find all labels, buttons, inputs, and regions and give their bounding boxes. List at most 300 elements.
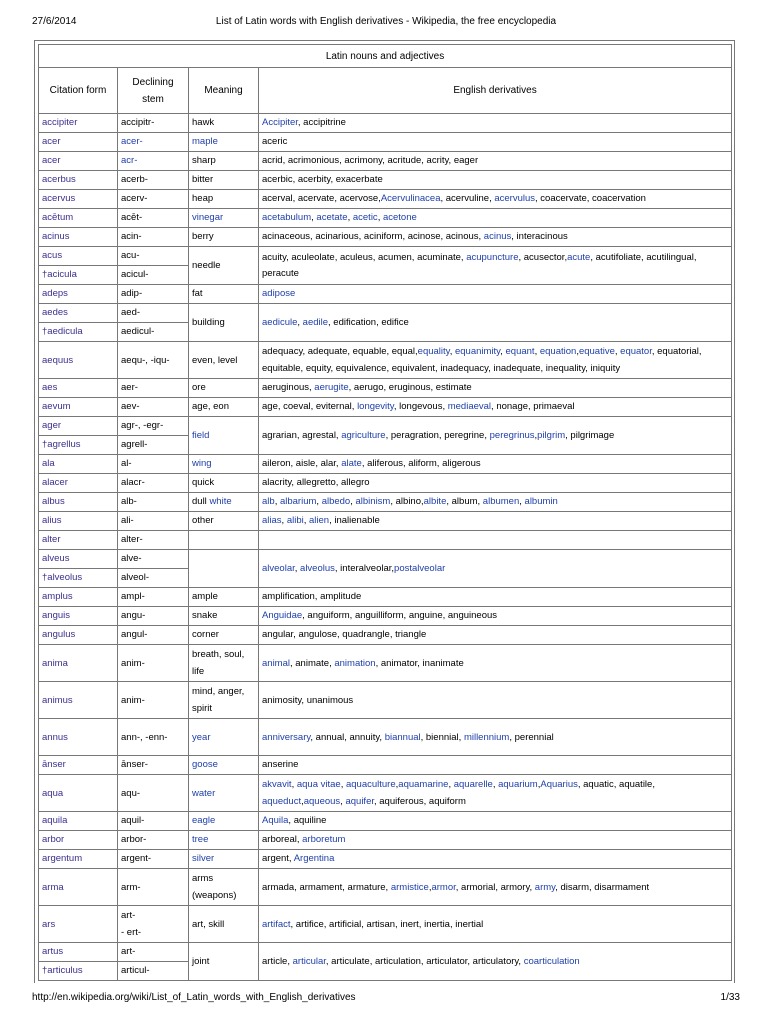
- derivative-text: needle: [192, 259, 221, 271]
- derivative-text: , accipitrine: [297, 117, 346, 128]
- derivative-link[interactable]: aqueduct: [262, 796, 302, 807]
- derivative-link[interactable]: equant: [505, 346, 535, 357]
- declining-stem: al-: [118, 455, 189, 474]
- derivative-link[interactable]: acetone: [382, 212, 417, 223]
- derivative-text: , perennial: [509, 731, 554, 743]
- derivative-link[interactable]: alb: [262, 496, 275, 507]
- table-row: [39, 906, 732, 943]
- meaning-cell: [189, 626, 259, 645]
- derivatives-cell: [259, 455, 732, 474]
- derivative-link[interactable]: armistice: [390, 881, 429, 893]
- derivative-link[interactable]: aedicule: [262, 316, 298, 328]
- citation-form[interactable]: alveus: [39, 550, 118, 569]
- derivative-text: aceric: [262, 136, 288, 147]
- derivative-link[interactable]: field: [192, 429, 210, 441]
- citation-form[interactable]: †acicula: [39, 266, 118, 285]
- derivative-link[interactable]: peregrinus: [489, 429, 535, 441]
- derivative-link[interactable]: equality: [417, 346, 450, 357]
- derivative-link[interactable]: pilgrim: [537, 429, 566, 441]
- derivative-link[interactable]: acupuncture: [466, 251, 519, 263]
- meaning-cell: [189, 682, 259, 719]
- derivative-link[interactable]: postalveolar: [394, 562, 446, 574]
- table-row: [39, 645, 732, 682]
- declining-stem: acu-: [118, 247, 189, 266]
- derivative-link[interactable]: acetabulum: [262, 212, 312, 223]
- derivative-link[interactable]: goose: [192, 759, 218, 770]
- derivative-text: , acutifoliate, acutilingual, peracute: [262, 251, 697, 279]
- derivative-link[interactable]: anniversary: [262, 731, 311, 743]
- table-row: [39, 943, 732, 962]
- derivative-text: age, eon: [192, 401, 229, 412]
- derivatives-cell: [259, 906, 732, 943]
- derivatives-cell: [259, 531, 732, 550]
- citation-form[interactable]: angulus: [39, 626, 118, 645]
- citation-form[interactable]: adeps: [39, 285, 118, 304]
- derivative-link[interactable]: water: [192, 787, 216, 799]
- meaning-cell: [189, 379, 259, 398]
- derivative-text: aeruginous,: [262, 382, 315, 393]
- derivative-link[interactable]: aqueous: [303, 796, 341, 807]
- derivative-link[interactable]: white: [209, 496, 232, 507]
- derivative-link[interactable]: Anguidae: [262, 610, 303, 621]
- meaning-cell: [189, 850, 259, 869]
- meaning-cell: [189, 398, 259, 417]
- meaning-cell: [189, 493, 259, 512]
- citation-form[interactable]: anguis: [39, 607, 118, 626]
- citation-form[interactable]: acerbus: [39, 171, 118, 190]
- derivative-link[interactable]: arboretum: [302, 834, 346, 845]
- derivative-text: ,: [297, 316, 303, 328]
- derivative-link[interactable]: mediaeval: [447, 401, 492, 412]
- derivative-text: acuity, aculeolate, aculeus, acumen, acuminate,: [262, 251, 467, 263]
- derivative-text: corner: [192, 629, 219, 640]
- derivatives-cell: [259, 626, 732, 645]
- derivative-text: ,: [534, 429, 538, 441]
- derivative-text: ,: [303, 515, 310, 526]
- derivative-link[interactable]: Argentina: [293, 853, 335, 864]
- meaning-cell: [189, 756, 259, 775]
- meaning-cell: [189, 285, 259, 304]
- citation-form[interactable]: alius: [39, 512, 118, 531]
- meaning-cell: [189, 247, 259, 285]
- citation-form[interactable]: arma: [39, 869, 118, 906]
- citation-form[interactable]: aevum: [39, 398, 118, 417]
- derivative-text: , annual, annuity,: [310, 731, 385, 743]
- derivatives-cell: [259, 588, 732, 607]
- meaning-cell: [189, 943, 259, 981]
- derivative-text: ,: [291, 779, 297, 790]
- derivative-link[interactable]: alveolar: [262, 562, 295, 574]
- derivative-text: , acusector,: [518, 251, 568, 263]
- meaning-cell: [189, 114, 259, 133]
- derivative-link[interactable]: longevity: [357, 401, 394, 412]
- declining-stem: alveol-: [118, 569, 189, 588]
- derivative-link[interactable]: albinism: [355, 496, 391, 507]
- derivative-link[interactable]: albarium: [279, 496, 317, 507]
- declining-stem: aedicul-: [118, 323, 189, 342]
- meaning-cell: [189, 607, 259, 626]
- declining-stem: ali-: [118, 512, 189, 531]
- meaning-cell: [189, 474, 259, 493]
- table-row: [39, 152, 732, 171]
- table-frame: [34, 40, 735, 983]
- derivative-text: , nonage, primaeval: [491, 401, 575, 412]
- derivative-text: acerval, acervate, acervose,: [262, 193, 381, 204]
- derivative-text: , inalienable: [329, 515, 380, 526]
- derivative-text: ,: [492, 779, 499, 790]
- derivative-text: ,: [614, 346, 621, 357]
- derivatives-cell: [259, 775, 732, 812]
- derivatives-cell: [259, 133, 732, 152]
- derivatives-cell: [259, 512, 732, 531]
- citation-form[interactable]: aedes: [39, 304, 118, 323]
- meaning-cell: [189, 775, 259, 812]
- declining-stem: agr-, -egr-: [118, 417, 189, 436]
- declining-stem: aev-: [118, 398, 189, 417]
- derivative-link[interactable]: aerugite: [314, 382, 349, 393]
- derivative-text: , equatorial, equitable, equity, equivalence, equivalent, inadequacy, inadequate, inequality, iniquity: [262, 346, 702, 374]
- meaning-cell: [189, 906, 259, 943]
- derivative-text: acinaceous, acinarious, aciniform, acinose, acinous,: [262, 231, 484, 242]
- derivative-link[interactable]: coarticulation: [523, 955, 580, 967]
- citation-form[interactable]: aes: [39, 379, 118, 398]
- derivative-text: , aquiferous, aquiform: [374, 796, 466, 807]
- print-header: [32, 16, 740, 32]
- derivatives-cell: [259, 417, 732, 455]
- derivative-link[interactable]: armor: [431, 881, 456, 893]
- table-row: [39, 493, 732, 512]
- citation-form[interactable]: alacer: [39, 474, 118, 493]
- meaning-cell: [189, 304, 259, 342]
- derivative-link[interactable]: eagle: [192, 815, 216, 826]
- meaning-cell: [189, 531, 259, 550]
- derivative-text: age, coeval, eviternal,: [262, 401, 358, 412]
- derivative-text: even, level: [192, 354, 238, 366]
- derivative-link[interactable]: acetate: [316, 212, 348, 223]
- table-row: [39, 133, 732, 152]
- derivative-text: sharp: [192, 155, 216, 166]
- derivative-link[interactable]: Accipiter: [262, 117, 298, 128]
- derivative-link[interactable]: aquarium: [498, 779, 538, 790]
- citation-form[interactable]: †articulus: [39, 962, 118, 981]
- citation-form[interactable]: ala: [39, 455, 118, 474]
- derivative-link[interactable]: aquamarine: [398, 779, 449, 790]
- declining-stem: articul-: [118, 962, 189, 981]
- derivative-text: , aquatic, aquatile,: [577, 779, 655, 790]
- derivative-text: , acervuline,: [440, 193, 495, 204]
- derivative-text: breath, soul, life: [192, 649, 245, 677]
- derivatives-cell: [259, 114, 732, 133]
- latin-derivatives-table: [38, 44, 732, 981]
- derivative-text: , artifice, artificial, artisan, inert, inertia, inertial: [290, 918, 484, 930]
- derivative-text: animosity, unanimous: [262, 694, 354, 706]
- meaning-cell: [189, 588, 259, 607]
- citation-form[interactable]: artus: [39, 943, 118, 962]
- citation-form[interactable]: annus: [39, 719, 118, 756]
- derivative-link[interactable]: albite: [423, 496, 447, 507]
- derivative-link[interactable]: adipose: [262, 288, 296, 299]
- declining-stem: angu-: [118, 607, 189, 626]
- derivative-text: , pilgrimage: [565, 429, 615, 441]
- citation-form[interactable]: accipiter: [39, 114, 118, 133]
- declining-stem: aequ-, -iqu-: [118, 342, 189, 379]
- col-header-derivatives: English derivatives: [259, 68, 732, 114]
- derivative-link[interactable]: equanimity: [454, 346, 501, 357]
- table-row: [39, 398, 732, 417]
- derivative-text: aileron, aisle, alar,: [262, 458, 342, 469]
- table-row: [39, 812, 732, 831]
- derivative-text: , disarm, disarmament: [555, 881, 650, 893]
- table-row: [39, 850, 732, 869]
- citation-form[interactable]: acinus: [39, 228, 118, 247]
- declining-stem: argent-: [118, 850, 189, 869]
- derivatives-cell: [259, 550, 732, 588]
- derivative-text: , animator, inanimate: [375, 657, 464, 669]
- citation-form[interactable]: amplus: [39, 588, 118, 607]
- citation-form[interactable]: acervus: [39, 190, 118, 209]
- table-row: [39, 228, 732, 247]
- citation-form[interactable]: anima: [39, 645, 118, 682]
- derivative-link[interactable]: equation: [539, 346, 577, 357]
- derivative-link[interactable]: equator: [620, 346, 652, 357]
- table-row: [39, 626, 732, 645]
- derivative-text: ,: [316, 496, 322, 507]
- derivative-text: adequacy, adequate, equable, equal,: [262, 346, 418, 357]
- derivative-link[interactable]: articular: [292, 955, 326, 967]
- derivative-text: , aquiline: [288, 815, 327, 826]
- derivative-text: arms (weapons): [192, 873, 237, 901]
- derivative-text: ,: [294, 562, 301, 574]
- derivative-link[interactable]: equative: [578, 346, 615, 357]
- derivative-link[interactable]: aquarelle: [453, 779, 493, 790]
- derivative-link[interactable]: aqua vitae: [296, 779, 341, 790]
- citation-form[interactable]: animus: [39, 682, 118, 719]
- derivative-link[interactable]: acetic: [352, 212, 378, 223]
- col-header-citation: Citation form: [39, 68, 118, 114]
- derivative-text: , interacinous: [511, 231, 568, 242]
- derivative-text: ample: [192, 591, 218, 602]
- citation-form[interactable]: albus: [39, 493, 118, 512]
- derivative-link[interactable]: biannual: [384, 731, 421, 743]
- derivatives-cell: [259, 645, 732, 682]
- derivative-link[interactable]: animation: [334, 657, 376, 669]
- citation-form[interactable]: †alveolus: [39, 569, 118, 588]
- derivative-link[interactable]: silver: [192, 853, 215, 864]
- derivatives-cell: [259, 379, 732, 398]
- declining-stem: anim-: [118, 645, 189, 682]
- derivatives-cell: [259, 304, 732, 342]
- table-row: [39, 607, 732, 626]
- derivative-link[interactable]: albedo: [321, 496, 351, 507]
- derivative-link[interactable]: aedile: [302, 316, 329, 328]
- derivatives-cell: [259, 812, 732, 831]
- print-footer: [32, 992, 740, 1008]
- derivative-link[interactable]: alveolus: [300, 562, 335, 574]
- derivative-link[interactable]: agriculture: [341, 429, 386, 441]
- declining-stem: alb-: [118, 493, 189, 512]
- derivative-link[interactable]: albumin: [524, 496, 558, 507]
- derivative-link[interactable]: alibi: [286, 515, 304, 526]
- citation-form[interactable]: aqua: [39, 775, 118, 812]
- declining-stem: acr-: [118, 152, 189, 171]
- declining-stem: ann-, -enn-: [118, 719, 189, 756]
- citation-form[interactable]: acer: [39, 152, 118, 171]
- derivative-link[interactable]: Aquarius: [540, 779, 578, 790]
- derivative-text: fat: [192, 288, 203, 299]
- citation-form[interactable]: †aedicula: [39, 323, 118, 342]
- meaning-cell: [189, 209, 259, 228]
- derivative-link[interactable]: Acervulinacea: [380, 193, 441, 204]
- derivatives-cell: [259, 682, 732, 719]
- derivative-link[interactable]: acinus: [483, 231, 512, 242]
- derivative-text: ,: [395, 779, 399, 790]
- citation-form[interactable]: ars: [39, 906, 118, 943]
- derivatives-cell: [259, 474, 732, 493]
- derivative-link[interactable]: alien: [309, 515, 330, 526]
- derivatives-cell: [259, 190, 732, 209]
- citation-form[interactable]: acer: [39, 133, 118, 152]
- derivative-text: ,: [448, 779, 454, 790]
- derivatives-cell: [259, 756, 732, 775]
- derivative-link[interactable]: year: [192, 731, 211, 743]
- derivatives-cell: [259, 247, 732, 285]
- derivative-text: hawk: [192, 117, 215, 128]
- table-row: [39, 455, 732, 474]
- table-row: [39, 417, 732, 436]
- meaning-cell: [189, 812, 259, 831]
- derivative-text: art, skill: [192, 918, 225, 930]
- citation-form[interactable]: ager: [39, 417, 118, 436]
- meaning-cell: [189, 455, 259, 474]
- derivative-link[interactable]: maple: [192, 136, 218, 147]
- derivative-text: ,: [519, 496, 525, 507]
- meaning-cell: [189, 719, 259, 756]
- derivative-text: acerbic, acerbity, exacerbate: [262, 174, 383, 185]
- derivative-text: , articulate, articulation, articulator, articulatory,: [325, 955, 524, 967]
- table-row: [39, 512, 732, 531]
- derivatives-cell: [259, 831, 732, 850]
- table-row: [39, 682, 732, 719]
- derivative-text: , aerugo, eruginous, estimate: [348, 382, 472, 393]
- derivative-text: dull: [192, 496, 210, 507]
- derivative-text: ,: [500, 346, 506, 357]
- derivative-text: ,: [576, 346, 579, 357]
- table-row: [39, 247, 732, 266]
- derivative-link[interactable]: wing: [192, 458, 212, 469]
- derivatives-cell: [259, 719, 732, 756]
- table-row: [39, 775, 732, 812]
- derivative-link[interactable]: acute: [567, 251, 591, 263]
- citation-form[interactable]: alter: [39, 531, 118, 550]
- derivative-text: ,: [301, 796, 304, 807]
- declining-stem: alve-: [118, 550, 189, 569]
- derivative-text: ,: [350, 496, 356, 507]
- derivative-link[interactable]: alias: [262, 515, 282, 526]
- meaning-cell: [189, 152, 259, 171]
- citation-form[interactable]: arbor: [39, 831, 118, 850]
- declining-stem: art- - ert-: [118, 906, 189, 943]
- table-row: [39, 531, 732, 550]
- derivative-link[interactable]: army: [534, 881, 556, 893]
- derivative-text: , album,: [446, 496, 483, 507]
- table-row: [39, 719, 732, 756]
- declining-stem: accipitr-: [118, 114, 189, 133]
- citation-form[interactable]: †agrellus: [39, 436, 118, 455]
- declining-stem: adip-: [118, 285, 189, 304]
- page-number: 1/33: [720, 992, 740, 1003]
- citation-form[interactable]: acētum: [39, 209, 118, 228]
- citation-form[interactable]: acus: [39, 247, 118, 266]
- col-header-meaning: Meaning: [189, 68, 259, 114]
- declining-stem: arbor-: [118, 831, 189, 850]
- declining-stem: aed-: [118, 304, 189, 323]
- derivative-text: quick: [192, 477, 215, 488]
- derivative-link[interactable]: Aquila: [262, 815, 289, 826]
- derivative-text: , interalveolar,: [334, 562, 395, 574]
- derivative-text: ,: [377, 212, 383, 223]
- meaning-cell: [189, 512, 259, 531]
- derivatives-cell: [259, 209, 732, 228]
- derivative-text: acrid, acrimonious, acrimony, acritude, acrity, eager: [262, 155, 479, 166]
- derivative-link[interactable]: albumen: [482, 496, 520, 507]
- derivatives-cell: [259, 493, 732, 512]
- citation-form[interactable]: argentum: [39, 850, 118, 869]
- derivative-text: ,: [274, 496, 280, 507]
- derivative-link[interactable]: aquifer: [345, 796, 374, 807]
- declining-stem: acicul-: [118, 266, 189, 285]
- derivative-link[interactable]: millennium: [463, 731, 510, 743]
- citation-form[interactable]: aquila: [39, 812, 118, 831]
- meaning-cell: [189, 171, 259, 190]
- derivative-link[interactable]: alate: [341, 458, 362, 469]
- derivative-link[interactable]: aquaculture: [345, 779, 396, 790]
- table-row: [39, 304, 732, 323]
- derivative-link[interactable]: akvavit: [262, 779, 292, 790]
- derivative-text: ,: [534, 346, 540, 357]
- derivative-text: ,: [537, 779, 541, 790]
- citation-form[interactable]: ānser: [39, 756, 118, 775]
- declining-stem: art-: [118, 943, 189, 962]
- table-row: [39, 342, 732, 379]
- citation-form[interactable]: aequus: [39, 342, 118, 379]
- derivative-text: ,: [449, 346, 455, 357]
- table-row: [39, 588, 732, 607]
- declining-stem: acerv-: [118, 190, 189, 209]
- table-row: [39, 114, 732, 133]
- derivative-link[interactable]: animal: [262, 657, 290, 669]
- declining-stem: angul-: [118, 626, 189, 645]
- derivative-text: arboreal,: [262, 834, 303, 845]
- meaning-cell: [189, 869, 259, 906]
- declining-stem: acer-: [118, 133, 189, 152]
- derivative-text: ,: [347, 212, 353, 223]
- derivative-link[interactable]: tree: [192, 834, 209, 845]
- derivative-link[interactable]: acervulus: [494, 193, 536, 204]
- page-title: List of Latin words with English derivatives - Wikipedia, the free encyclopedia: [215, 16, 557, 27]
- derivative-text: building: [192, 316, 225, 328]
- derivative-text: ,: [281, 515, 287, 526]
- table-row: [39, 869, 732, 906]
- derivative-text: armada, armament, armature,: [262, 881, 391, 893]
- table-row: [39, 171, 732, 190]
- meaning-cell: [189, 417, 259, 455]
- declining-stem: acēt-: [118, 209, 189, 228]
- derivative-link[interactable]: vinegar: [192, 212, 224, 223]
- derivative-text: article,: [262, 955, 293, 967]
- derivatives-cell: [259, 850, 732, 869]
- derivatives-cell: [259, 869, 732, 906]
- derivative-link[interactable]: artifact: [262, 918, 291, 930]
